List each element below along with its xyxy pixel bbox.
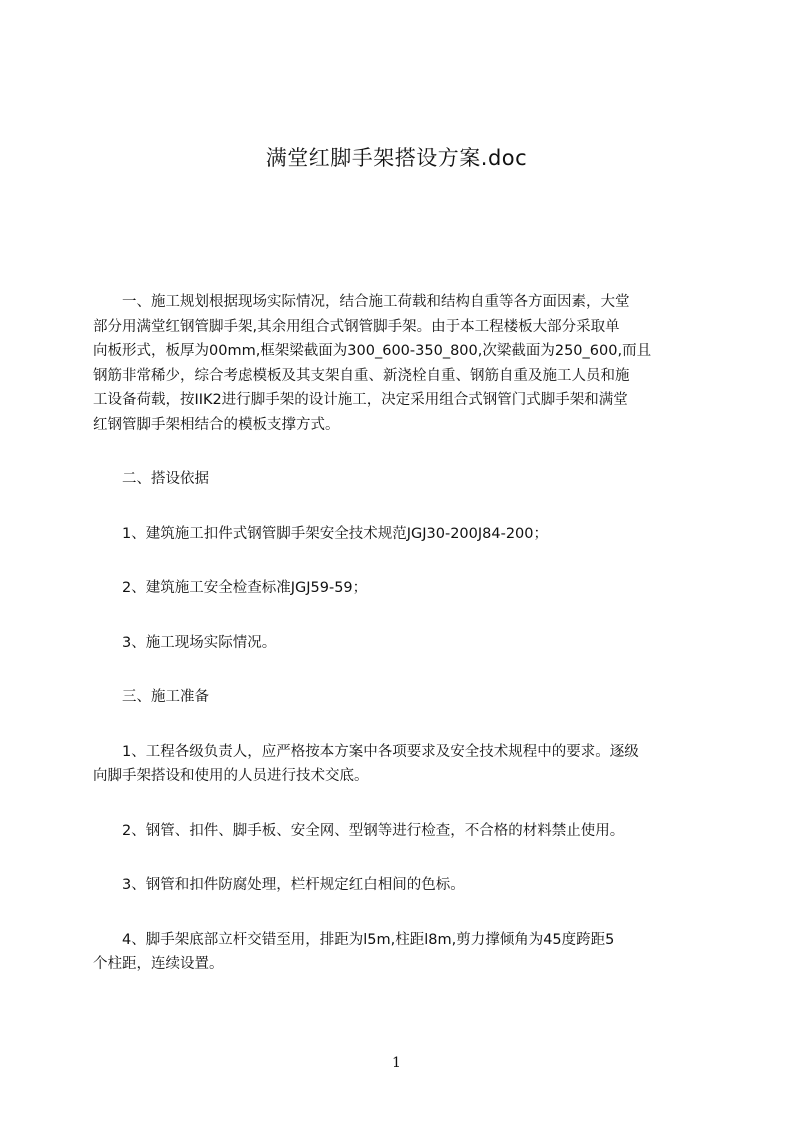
text-line: 钢筋非常稀少，综合考虑模板及其支架自重、新浇栓自重、钢筋自重及施工人员和施 [93,367,630,384]
basis-item-1: 1、建筑施工扣件式钢管脚手架安全技术规范JGJ30-200J84-200； [93,525,549,542]
preparation-item-3: 3、钢管和扣件防腐处理，栏杆规定红白相间的色标。 [93,877,465,893]
preparation-item-1 [93,740,699,789]
text-line: 个柱距，连续设置。 [93,956,224,972]
document-title: 满堂红脚手架搭设方案.doc [265,146,528,170]
preparation-item-2: 2、钢管、扣件、脚手板、安全网、型钢等进行检查，不合格的材料禁止使用。 [93,822,625,839]
section-heading-preparation: 三、施工准备 [93,689,209,705]
text-line: 4、脚手架底部立杆交错至用，排距为l5m,柱距l8m,剪力撑倾角为45度跨距5 [93,931,615,948]
text-line: 工设备荷载，按IIK2进行脚手架的设计施工，决定采用组合式钢管门式脚手架和满堂 [93,392,628,408]
text-line: 向脚手架搭设和使用的人员进行技术交底。 [93,768,369,784]
text-line: 向板形式，板厚为00mm,框架梁截面为300_600-350_800,次梁截面为250_600,而且 [93,343,652,359]
text-line: 红钢管脚手架相结合的模板支撑方式。 [93,416,340,433]
paragraph-planning [93,290,699,437]
text-line: 1、工程各级负责人，应严格按本方案中各项要求及安全技术规程中的要求。逐级 [93,743,639,760]
preparation-item-4 [93,928,699,977]
basis-item-3: 3、施工现场实际情况。 [93,634,277,651]
basis-item-2: 2、建筑施工安全检查标准JGJ59-59； [93,580,368,596]
document-body [93,290,699,977]
page-number: 1 [392,1055,401,1071]
text-line: 一、施工规划根据现场实际情况，结合施工荷载和结构自重等各方面因素，大堂 [93,294,630,310]
section-heading-basis: 二、搭设依据 [93,471,209,487]
text-line: 部分用满堂红钢管脚手架,其余用组合式钢管脚手架。由于本工程楼板大部分采取单 [93,318,620,335]
